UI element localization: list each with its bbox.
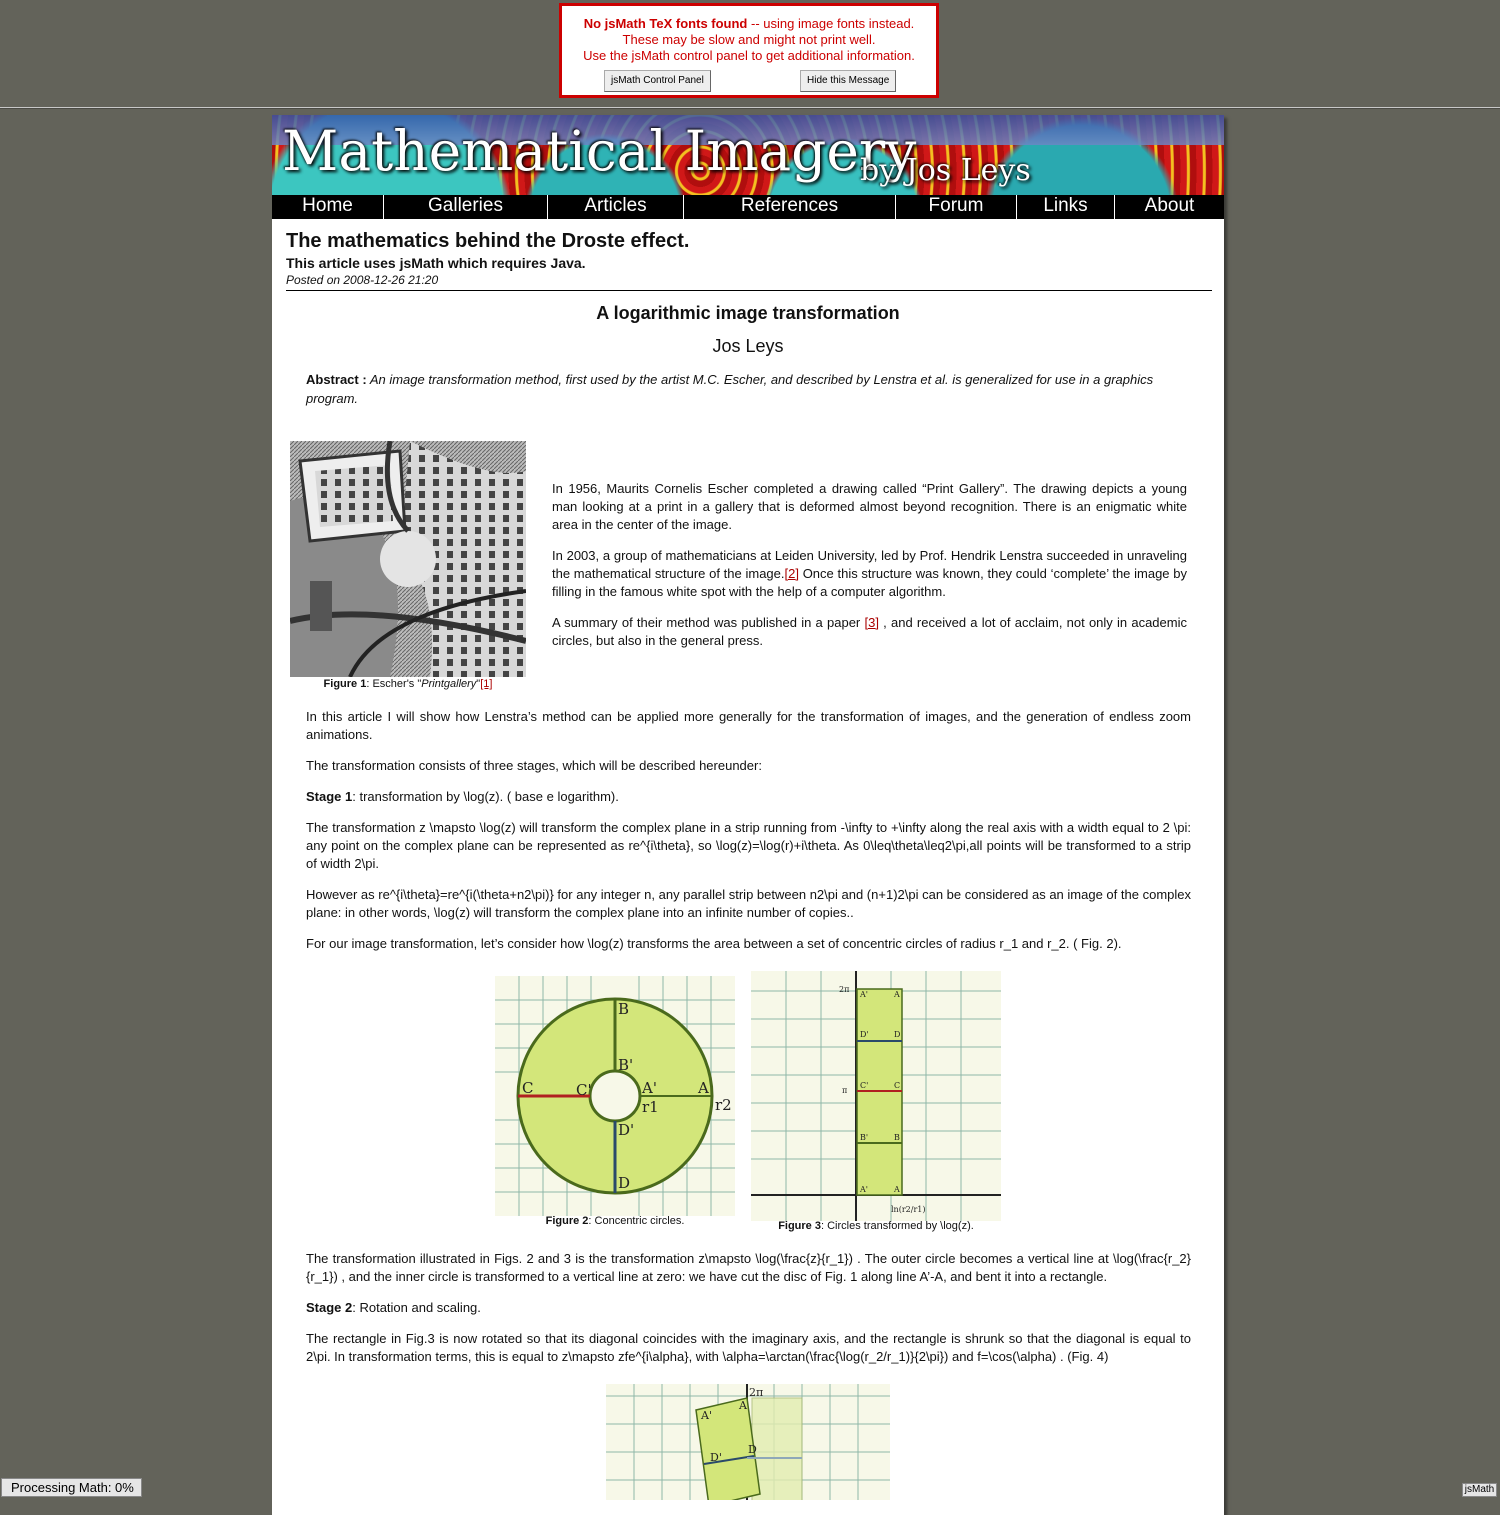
figure-3-caption-text: : Circles transformed by \log(z).: [820, 1220, 974, 1232]
nav-articles[interactable]: Articles: [548, 195, 684, 219]
stage-1-text: : transformation by \log(z). ( base e logarithm).: [352, 789, 619, 804]
fig3-label-A-top: A: [894, 990, 900, 999]
paragraph-4: In this article I will show how Lenstra’s method can be applied more generally for the transformation of images, and the generation of endless zoom animations.: [306, 709, 1191, 742]
figure-3-image: [751, 971, 1001, 1221]
figure-1-caption-italic: Printgallery: [421, 678, 477, 690]
figure-4-image: [606, 1384, 890, 1500]
figure-2-caption-text: : Concentric circles.: [588, 1215, 685, 1227]
paragraph-3-text-a: A summary of their method was published in a paper: [552, 615, 865, 630]
fig3-label-Ap-bottom: A': [860, 1185, 868, 1194]
paragraph-6: The transformation z \mapsto \log(z) will transform the complex plane in a strip running from -\infty to +\infty along the real axis with a width equal to 2 \pi: any point on the complex plane can be represented as re^{i\theta}, so \log(z)=\log(r)+i\theta. As 0\leq\theta\leq2\pi,all points will be transformed to a strip of width 2\pi.: [306, 820, 1191, 871]
fig3-label-C: C: [894, 1081, 901, 1090]
stage-2: [306, 1299, 1191, 1317]
fig3-label-Bp: B': [860, 1133, 869, 1142]
header-rule: [286, 290, 1212, 291]
fig3-label-A-bottom: A: [894, 1185, 900, 1194]
nav-forum[interactable]: Forum: [896, 195, 1017, 219]
figure-1-caption-end: ": [476, 678, 481, 690]
jsmath-button[interactable]: jsMath: [1462, 1483, 1497, 1497]
processing-math-status: Processing Math: 0%: [1, 1478, 142, 1497]
paragraph-2-text-a: In 2003, a group of mathematicians at Leiden University, led by Prof. Hendrik Lenstra succeeded in unraveling the mathematical structure of the image.: [552, 548, 1187, 581]
paragraph-8: For our image transformation, let’s consider how \log(z) transforms the area between a set of concentric circles of radius r_1 and r_2. ( Fig. 2).: [306, 936, 1122, 951]
nav-home[interactable]: Home: [272, 195, 384, 219]
fig3-label-Cp: C': [860, 1081, 869, 1090]
fig2-label-C: C: [522, 1079, 534, 1097]
fig3-label-B: B: [894, 1133, 900, 1142]
page-title: The mathematics behind the Droste effect.: [286, 230, 690, 252]
abstract-label: Abstract :: [306, 372, 367, 387]
banner-title: Mathematical Imagery: [282, 119, 917, 183]
stage-2-label: Stage 2: [306, 1300, 353, 1315]
page-panel: [272, 115, 1224, 1515]
figure-2-image: [495, 976, 735, 1216]
figure-1-label: Figure 1: [323, 678, 367, 690]
paragraph-7: However as re^{i\theta}=re^{i(\theta+n2\pi)} for any integer n, any parallel strip between n2\pi and (n+1)2\pi can be considered as an image of the complex plane: in other words, \log(z) will transform the complex plane into an infinite number of copies..: [306, 887, 1191, 920]
paragraph-10: The rectangle in Fig.3 is now rotated so that its diagonal coincides with the imaginary axis, and the rectangle is shrunk so that the diagonal is equal to 2\pi. In transformation terms, this is equal to z\mapsto zfe^{i\alpha}, with \alpha=\arctan(\frac{\log(r_2/r_1)}{2\pi}) and f=\cos(\alpha) . (Fig. 4): [306, 1331, 1191, 1364]
paragraph-9: The transformation illustrated in Figs. 2 and 3 is the transformation z\mapsto \log(\frac{z}{r_1}) . The outer circle becomes a vertical line at \log(\frac{r_2}{r_1}) , and the inner circle is transformed to a vertical line at zero: we have cut the disc of Fig. 1 along line A’-A, and bent it into a rectangle.: [306, 1251, 1191, 1284]
figure-3-label: Figure 3: [778, 1220, 821, 1232]
article-author: Jos Leys: [712, 336, 784, 356]
fig3-label-Ap-top: A': [860, 990, 868, 999]
fig2-label-D: D: [618, 1174, 631, 1192]
abstract-text: An image transformation method, first used by the artist M.C. Escher, and described by Lenstra et al. is generalized for use in a graphics program.: [306, 372, 1154, 406]
fig3-label-2pi: 2π: [839, 985, 850, 994]
fig2-label-Dp: D': [618, 1121, 635, 1139]
figure-1-caption-text: : Escher's ": [366, 678, 422, 690]
fig2-label-Cp: C': [576, 1081, 592, 1099]
main-nav: [272, 195, 1224, 219]
fig2-label-r1: r1: [642, 1098, 659, 1116]
nav-references[interactable]: References: [684, 195, 896, 219]
fig3-label-pi: π: [842, 1086, 848, 1095]
ref-3-link[interactable]: [3]: [864, 615, 879, 630]
posted-date: Posted on 2008-12-26 21:20: [286, 273, 439, 287]
fig4-label-D: D: [748, 1443, 757, 1456]
fig2-label-r2: r2: [715, 1096, 732, 1114]
nav-galleries[interactable]: Galleries: [384, 195, 548, 219]
ref-2-link[interactable]: [2]: [784, 566, 799, 581]
fig3-label-ln: ln(r2/r1): [891, 1205, 926, 1214]
paragraph-5: The transformation consists of three stages, which will be described hereunder:: [306, 758, 762, 773]
top-divider: [0, 107, 1500, 109]
paragraph-2: [552, 547, 1187, 601]
stage-2-text: : Rotation and scaling.: [352, 1300, 481, 1315]
jsmath-warning-line2: These may be slow and might not print well.: [622, 32, 876, 47]
hide-message-button[interactable]: Hide this Message: [800, 70, 896, 92]
fig4-label-Dp: D': [710, 1451, 722, 1464]
abstract: [306, 370, 1176, 408]
fig3-label-Dp: D': [860, 1030, 869, 1039]
fig2-label-Ap: A': [642, 1079, 657, 1097]
jsmath-control-panel-button[interactable]: jsMath Control Panel: [604, 70, 711, 92]
figure-1-ref-link[interactable]: [1]: [480, 678, 493, 690]
jsmath-warning-rest: -- using image fonts instead.: [747, 16, 915, 31]
fig2-label-A: A: [698, 1079, 709, 1097]
stage-1: [306, 788, 1191, 806]
fig2-label-B: B: [618, 1000, 630, 1018]
fig4-label-A: A: [739, 1399, 747, 1412]
stage-1-label: Stage 1: [306, 789, 353, 804]
site-banner[interactable]: [272, 115, 1224, 195]
paragraph-2-text-b: Once this structure was known, they could ‘complete’ the image by filling in the famous white spot with the help of a computer algorithm.: [552, 566, 1187, 599]
fig4-label-Ap: A': [701, 1409, 712, 1422]
jsmath-warning-line1: [562, 16, 936, 32]
banner-byline: by Jos Leys: [860, 153, 1031, 188]
figure-2-label: Figure 2: [545, 1215, 589, 1227]
figure-1-caption: [290, 678, 526, 690]
fig3-label-D: D: [894, 1030, 901, 1039]
nav-links[interactable]: Links: [1017, 195, 1115, 219]
fig2-label-Bp: B': [618, 1056, 634, 1074]
page-subtitle: This article uses jsMath which requires Java.: [286, 255, 586, 271]
article-title: A logarithmic image transformation: [596, 303, 900, 323]
jsmath-warning-line3: Use the jsMath control panel to get additional information.: [583, 48, 915, 63]
paragraph-3: [552, 614, 1187, 650]
jsmath-warning-box: [559, 3, 939, 98]
figure-1-image: [290, 441, 526, 677]
paragraph-1: In 1956, Maurits Cornelis Escher completed a drawing called “Print Gallery”. The drawing depicts a young man looking at a print in a gallery that is deformed almost beyond recognition. There is an enigmatic white area in the center of the image.: [552, 481, 1187, 532]
jsmath-warning-bold: No jsMath TeX fonts found: [583, 16, 748, 31]
paragraph-3-text-b: , and received a lot of acclaim, not only in academic circles, but also in the general press.: [552, 615, 1187, 648]
nav-about[interactable]: About: [1144, 195, 1195, 216]
figure-3-caption: [751, 1220, 1001, 1232]
fig4-label-2pi: 2π: [749, 1386, 764, 1399]
figure-2-caption: [495, 1215, 735, 1227]
